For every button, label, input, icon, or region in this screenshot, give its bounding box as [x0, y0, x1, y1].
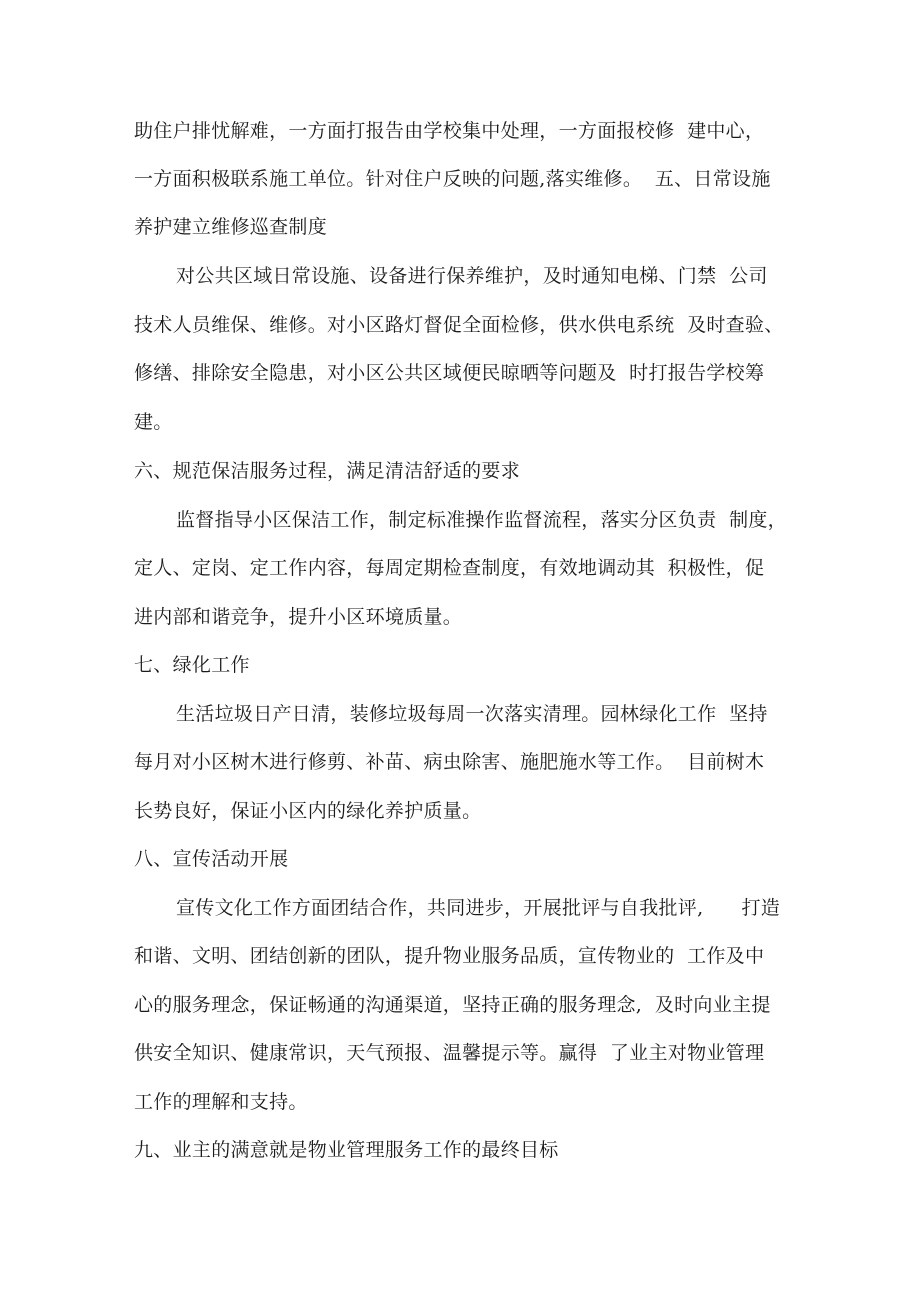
paragraph-line: 供安全知识、健康常识，天气预报、温馨提示等。赢得 了业主对物业管理: [134, 1042, 765, 1064]
paragraph-line: 生活垃圾日产日清，装修垃圾每周一次落实清理。园林绿化工作 坚持: [176, 703, 768, 725]
paragraph-line: 定人、定岗、定工作内容，每周定期检查制度，有效地调动其 积极性，促: [134, 557, 765, 579]
paragraph-line: 工作的理解和支持。: [134, 1091, 308, 1113]
paragraph-line: 助住户排忧解难，一方面打报告由学校集中处理，一方面报校修 建中心，: [134, 120, 765, 142]
paragraph-line: 每月对小区树木进行修剪、补苗、病虫除害、施肥施水等工作。 目前树木: [134, 751, 765, 773]
paragraph-line: 长势良好，保证小区内的绿化养护质量。: [134, 800, 482, 822]
paragraph-line: 和谐、文明、团结创新的团队，提升物业服务品质，宣传物业的 工作及中: [134, 945, 765, 967]
section-heading: 九、业主的满意就是物业管理服务工作的最终目标: [134, 1139, 559, 1161]
paragraph-line: 进内部和谐竞争，提升小区环境质量。: [134, 606, 463, 628]
paragraph-line: 一方面积极联系施工单位。针对住户反映的问题,落实维修。 五、日常设施: [134, 168, 771, 190]
paragraph-line: 监督指导小区保洁工作，制定标准操作监督流程，落实分区负责 制度，: [176, 509, 787, 531]
paragraph-line: 对公共区域日常设施、设备进行保养维护，及时通知电梯、门禁 公司: [176, 265, 768, 287]
paragraph-line: 修缮、排除安全隐患，对小区公共区域便民晾晒等问题及 时打报告学校筹: [134, 362, 765, 384]
section-heading: 八、宣传活动开展: [134, 848, 289, 870]
paragraph-line: 技术人员维保、维修。对小区路灯督促全面检修，供水供电系统 及时查验、: [134, 314, 784, 336]
paragraph-line: 建。: [134, 411, 173, 433]
paragraph-line: 养护建立维修巡查制度: [134, 216, 328, 238]
section-heading: 七、绿化工作: [134, 654, 250, 676]
section-heading: 六、规范保洁服务过程，满足清洁舒适的要求: [134, 460, 521, 482]
paragraph-line: 宣传文化工作方面团结合作，共同进步，开展批评与自我批评, 打造: [176, 897, 781, 919]
paragraph-line: 心的服务理念，保证畅通的沟通渠道，坚持正确的服务理念, 及时向业主提: [134, 994, 771, 1016]
